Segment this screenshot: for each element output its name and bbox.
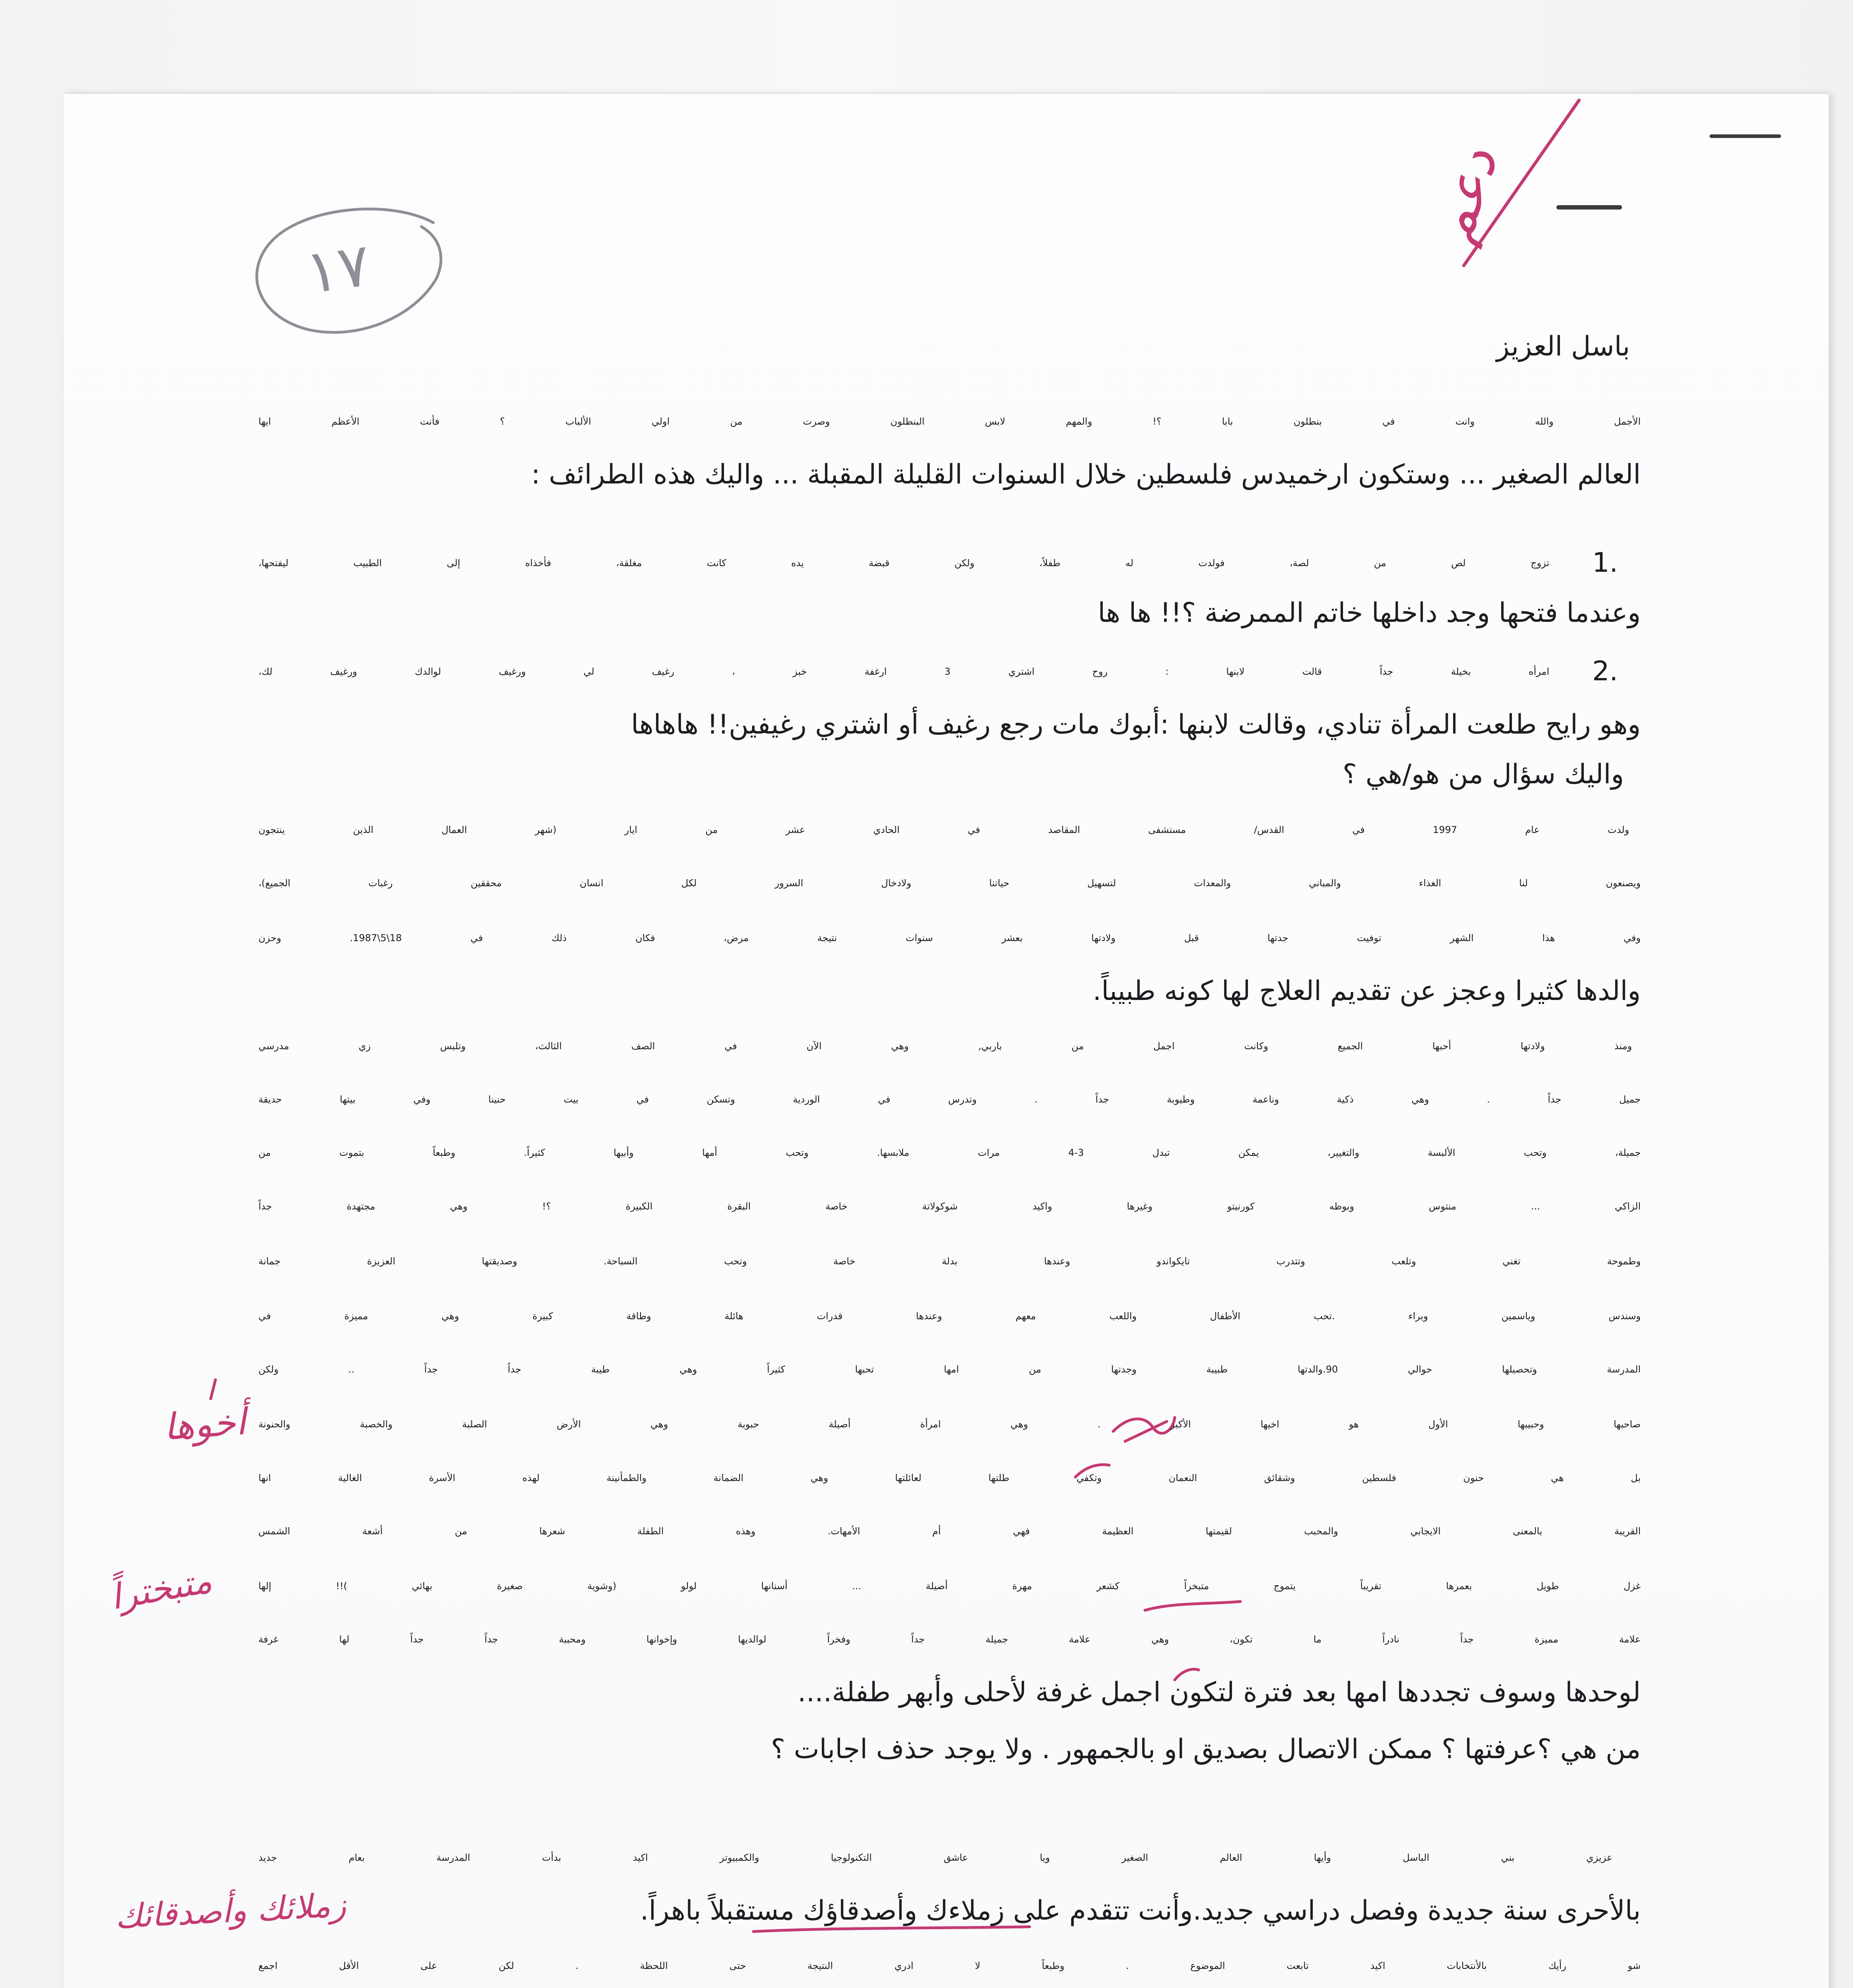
line-text: امرأه بخيلة جداً قالت لابنها : روح اشتري 3 ارغفة خبز ، رغيف لي ورغيف لوالدك ورغيف لك،: [258, 666, 1549, 677]
line-text: وعندما فتحها وجد داخلها خاتم الممرضة ؟!! ها ها: [1098, 597, 1641, 629]
line-text: الأجمل والله وانت في بنطلون بابا ؟! والمهم لابس البنطلون وصرت من اولي الألباب ؟ فأنت الأعظم ايها: [258, 416, 1641, 427]
line-text: وهو رايح طلعت المرأة تنادي، وقالت لابنها :أبوك مات رجع رغيف أو اشتري رغيفين!! هاهاها: [631, 709, 1641, 740]
body-line: [258, 1564, 1641, 1608]
dash-mark: [1556, 205, 1622, 210]
margin-note-correction: زملائك وأصدقائك: [114, 1886, 347, 1936]
margin-note-correction: أخوها: [162, 1400, 247, 1449]
body-line: [258, 1944, 1641, 1988]
line-text: جميل جداً . وهي ذكية وناعمة وطيوبة جداً . وتدرس في الوردية وتسكن في بيت حنينا وفي بيتها حديقة: [258, 1094, 1641, 1105]
body-line: [258, 453, 1641, 497]
body-line: [258, 808, 1629, 852]
dash-mark: [1709, 134, 1781, 138]
line-text: شو رأيك بالأنتخابات اكيد تابعت الموضوع . وطبعاً لا ادري النتيجة حتى اللحظة . لكن على الأقل اجمع: [258, 1960, 1641, 1971]
body-line: [258, 1239, 1641, 1283]
body-line: [258, 591, 1641, 635]
top-margin-mark: دعم: [1419, 140, 1511, 250]
salutation-text: باسل العزيز: [1496, 331, 1630, 362]
line-text: بالأحرى سنة جديدة وفصل دراسي جديد.وأنت تتقدم على زملاءك وأصدقاؤك مستقبلاً باهراً.: [640, 1895, 1641, 1926]
line-text: بل هي حنون فلسطين وشقائق النعمان وتكفي طلتها لعائلتها وهي الضمانة والطمأنينة لهذه الأسرة الغالية انها: [258, 1472, 1641, 1483]
body-line: [258, 400, 1641, 443]
line-text: صاحبها وحبيبها الأول هو اخيها الأكبر . وهي امرأة أصيلة حبوبة وهي الأرض الصلبة والخصبة والحنونة: [258, 1419, 1641, 1430]
body-line: [258, 1294, 1641, 1338]
body-line: [258, 969, 1641, 1013]
line-text: علامة مميزة جداً نادراً ما تكون، وهي علامة جميلة جداً وفخراً لوالديها وإخوانها ومحببة جداً جداً لها غرفة: [258, 1634, 1641, 1645]
body-line: [258, 1509, 1641, 1553]
line-text: من هي ؟عرفتها ؟ ممكن الاتصال بصديق او بالجمهور . ولا يوجد حذف اجابات ؟: [771, 1734, 1641, 1765]
body-line: [258, 1889, 1641, 1933]
line-text: الزاكي ... منتوس وبوظه كورنيتو وغيرها واكيد شوكولاتة خاصة البقرة الكبيرة ؟! وهي مجتهدة جداً: [258, 1201, 1641, 1212]
line-text: وطموحة تغني وتلعب وتتدرب تايكواندو وعندها بدلة خاصة وتحب السباحة. وصديقتها العزيزة جمانة: [258, 1256, 1641, 1267]
margin-note-correction: متبختراً: [107, 1559, 215, 1618]
body-line: [258, 1347, 1641, 1391]
body-line: [258, 703, 1641, 747]
line-text: المدرسة وتحصيلها حوالي 90.والدتها طبيبة وجدتها من امها تحبها كثيراً وهي طيبة جداً جداً .. ولكن: [258, 1364, 1641, 1375]
line-text: عزيزي بني الباسل وأيها العالم الصغير ويا عاشق التكنولوجيا والكمبيوتر اكيد بدأت المدرسة بعام جديد: [258, 1852, 1612, 1863]
line-text: وسندس وياسمين وبراء .تحب الأطفال واللعب معهم وعندها قدرات هائلة وطاقة كبيرة وهي مميزة في: [258, 1310, 1641, 1322]
line-text: وفي هذا الشهر توفيت جدتها قبل ولادتها بعشر سنوات نتيجة مرض، فكان ذلك في 18\5\1987. وحزن: [258, 932, 1641, 944]
line-text: تزوج لص من لصة، فولدت له طفلاً، ولكن قبضة يده كانت مغلقة، فأخذاه إلى الطبيب ليفتحها،: [258, 557, 1549, 569]
line-text: لوحدها وسوف تجددها امها بعد فترة لتكون اجمل غرفة لأحلى وأبهر طفلة....: [797, 1677, 1641, 1708]
line-text: ولدت عام 1997 في القدس/ مستشفى المقاصد في الحادي عشر من ايار (شهر العمال الذين ينتجون: [258, 824, 1629, 835]
body-line: [258, 1024, 1632, 1068]
line-text: غزل طويل بعمرها تقريباً يتموج متبخراً كشعر مهرة أصيلة ... أسنانها لولو (وشوية صغيرة بهائي )!! إلها: [258, 1580, 1641, 1592]
line-text: القريبة بالمعنى الايجابي والمحبب لقيمتها العظيمة فهي أم الأمهات. وهذه الطفلة شعرها من أشعة الشمس: [258, 1526, 1641, 1537]
body-line: [258, 650, 1549, 693]
body-line: [258, 1836, 1612, 1879]
list-number: 2.: [1592, 656, 1618, 687]
body-line: [258, 1077, 1641, 1121]
salutation: [258, 325, 1630, 369]
body-line: [258, 1184, 1641, 1228]
page-number: ١٧: [301, 230, 374, 308]
line-text: واليك سؤال من هو/هي ؟: [1343, 759, 1624, 790]
line-text: والدها كثيرا وعجز عن تقديم العلاج لها كونه طبيباً.: [1092, 975, 1641, 1007]
line-text: العالم الصغير ... وستكون ارخميدس فلسطين خلال السنوات القليلة المقبلة ... واليك هذه الطرائف :: [531, 459, 1641, 490]
riddle-question: [258, 1728, 1641, 1771]
body-line: [258, 1456, 1641, 1500]
body-line: [258, 916, 1641, 960]
body-line: [258, 1402, 1641, 1446]
body-line: [258, 1131, 1641, 1175]
line-text: ومنذ ولادتها أحبها الجميع وكانت اجمل من باربي, وهي الآن في الصف الثالث، وتلبس زي مدرسي: [258, 1041, 1632, 1052]
line-text: جميلة، وتحب الألبسة والتغيير، يمكن تبدل 3-4 مرات ملابسها. وتحب أمها وأبيها كثيراً. وطبعاً بتموت من: [258, 1147, 1641, 1158]
riddle-intro: [258, 753, 1624, 796]
body-line: [258, 1671, 1641, 1714]
line-text: ويصنعون لنا الغذاء والمباني والمعدات لتسهيل حياتنا ولادخال السرور لكل انسان محققين رغبات الجميع)،: [258, 878, 1641, 889]
body-line: [258, 861, 1641, 905]
body-line: [258, 1617, 1641, 1661]
body-line: [258, 541, 1549, 585]
list-number: 1.: [1592, 547, 1618, 579]
